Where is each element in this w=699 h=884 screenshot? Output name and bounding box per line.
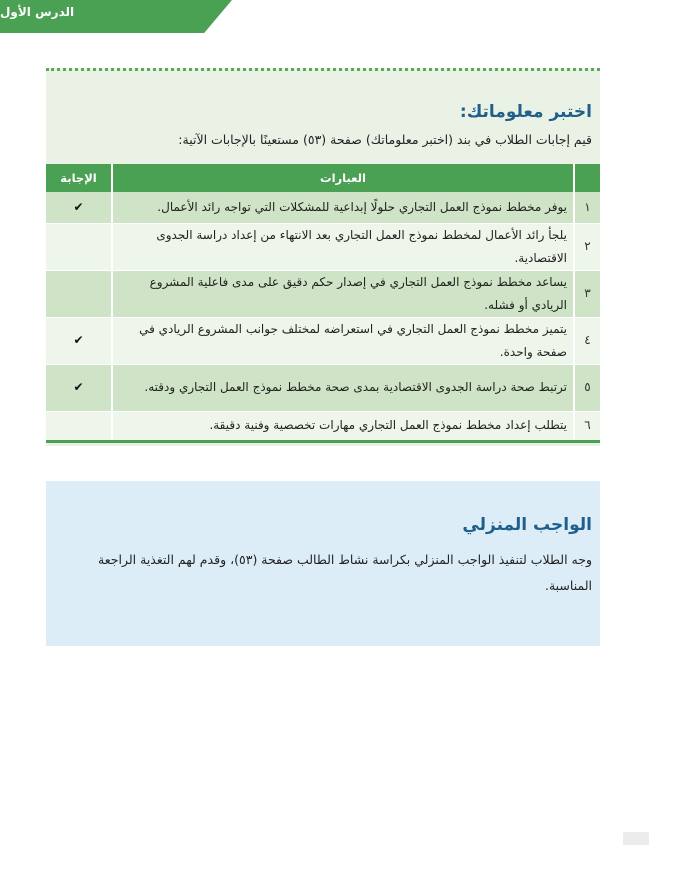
row-answer	[46, 411, 112, 440]
dotted-divider	[46, 68, 600, 71]
header-number	[574, 164, 600, 192]
homework-title: الواجب المنزلي	[462, 515, 592, 535]
table-row	[46, 223, 600, 270]
page-marker	[623, 832, 649, 845]
row-statement: يتميز مخطط نموذج العمل التجاري في استعراضه لمختلف جوانب المشروع الريادي في صفحة واحدة.	[112, 317, 574, 364]
section-title: اختبر معلوماتك:	[459, 102, 592, 122]
section-instruction: قيم إجابات الطلاب في بند (اختبر معلوماتك) صفحة (٥٣) مستعينًا بالإجابات الآتية:	[178, 132, 592, 147]
row-statement: يتطلب إعداد مخطط نموذج العمل التجاري مهارات تخصصية وفنية دقيقة.	[112, 411, 574, 440]
row-answer-checkmark: ✔	[46, 364, 112, 411]
homework-body: وجه الطلاب لتنفيذ الواجب المنزلي بكراسة نشاط الطالب صفحة (٥٣)، وقدم لهم التغذية الراجعة المناسبة.	[98, 552, 592, 593]
row-statement: يساعد مخطط نموذج العمل التجاري في إصدار حكم دقيق على مدى فاعلية المشروع الريادي أو فشله.	[112, 270, 574, 317]
row-answer	[46, 223, 112, 270]
table-row	[46, 270, 600, 317]
test-your-knowledge-section	[46, 68, 600, 446]
row-statement: ترتبط صحة دراسة الجدوى الاقتصادية بمدى صحة مخطط نموذج العمل التجاري ودقته.	[112, 364, 574, 411]
lesson-tab-label: الدرس الأول	[0, 5, 75, 19]
row-number: ٤	[574, 317, 600, 364]
table-row	[46, 192, 600, 223]
row-number: ١	[574, 192, 600, 223]
row-number: ٢	[574, 223, 600, 270]
table-bottom-border	[46, 440, 600, 443]
header-statements: العبارات	[112, 164, 574, 192]
table-row	[46, 364, 600, 411]
row-answer	[46, 270, 112, 317]
header-answer: الإجابة	[46, 164, 112, 192]
answers-table	[46, 164, 600, 441]
table-row	[46, 317, 600, 364]
row-answer-checkmark: ✔	[46, 192, 112, 223]
row-number: ٥	[574, 364, 600, 411]
table-header-row	[46, 164, 600, 192]
table-row	[46, 411, 600, 440]
row-statement: يوفر مخطط نموذج العمل التجاري حلولًا إبداعية للمشكلات التي تواجه رائد الأعمال.	[112, 192, 574, 223]
homework-section	[46, 481, 600, 646]
row-statement: يلجأ رائد الأعمال لمخطط نموذج العمل التجاري بعد الانتهاء من إعداد دراسة الجدوى الاقتصادية.	[112, 223, 574, 270]
row-number: ٣	[574, 270, 600, 317]
row-number: ٦	[574, 411, 600, 440]
row-answer-checkmark: ✔	[46, 317, 112, 364]
